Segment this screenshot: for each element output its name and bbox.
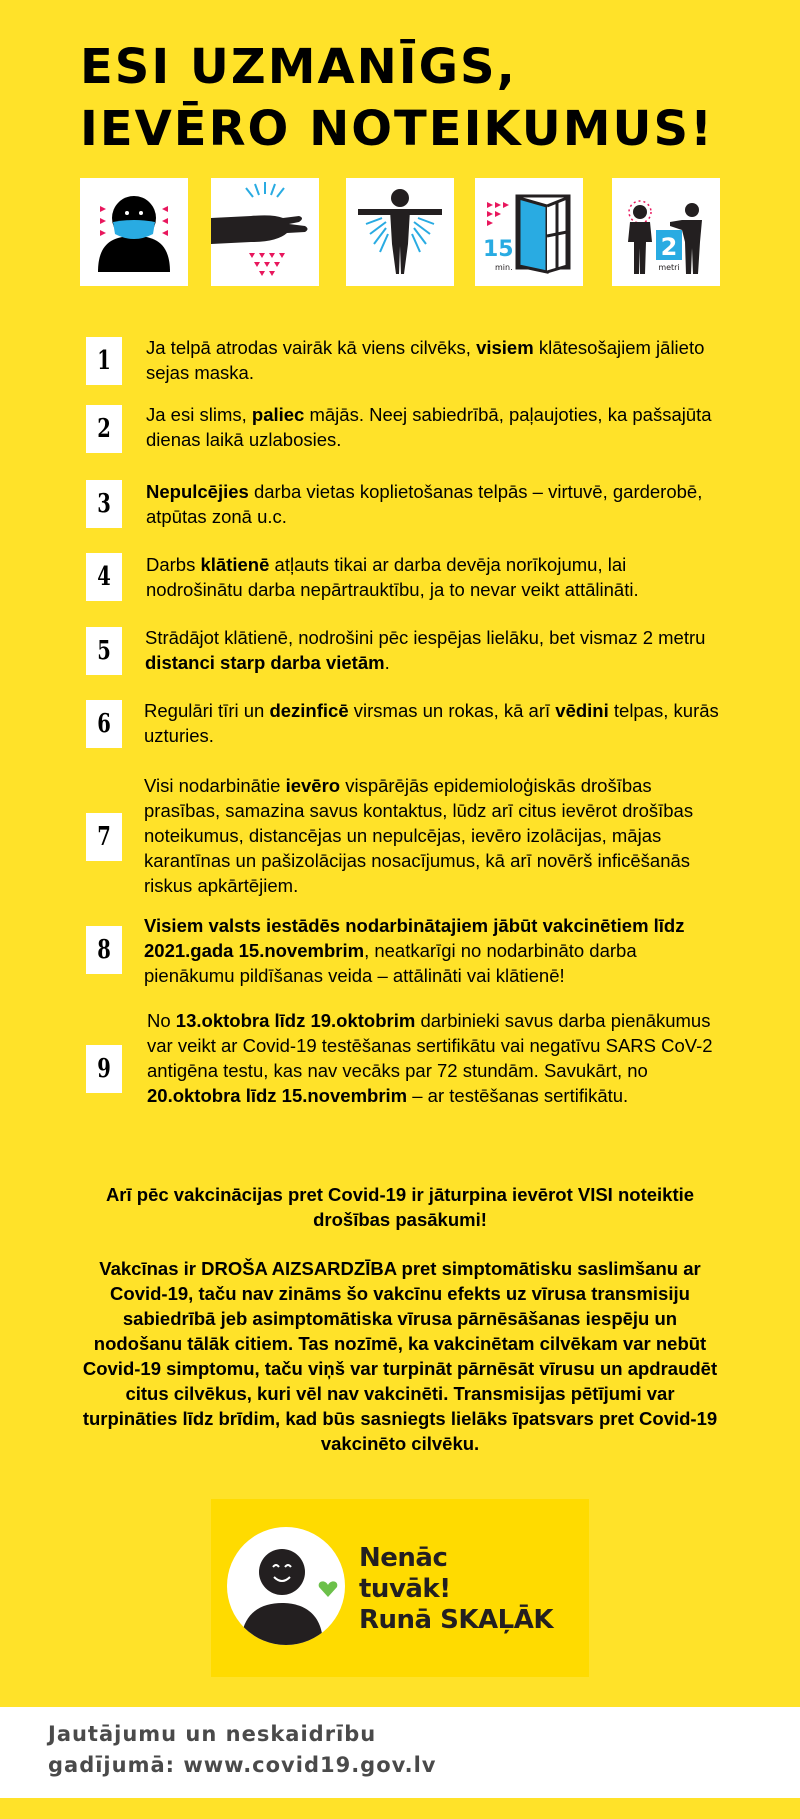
footer — [0, 1707, 800, 1798]
smiley-avatar-icon — [227, 1527, 345, 1645]
footer-line-2: gadījumā: www.covid19.gov.lv — [48, 1753, 437, 1777]
rule-text: Ja telpā atrodas vairāk kā viens cilvēks, visiem klātesošajiem jālieto sejas maska. — [146, 337, 705, 383]
distance-icon — [612, 178, 720, 286]
title-line-1: ESI UZMANĪGS, — [80, 39, 517, 95]
promo-line-1: Nenāc — [359, 1543, 448, 1573]
distance-value: 2 — [660, 233, 678, 261]
rule-text: Darbs klātienē atļauts tikai ar darba devēja norīkojumu, lai nodrošinātu darba nepārtrauktību, ja to nevar veikt attālināti. — [146, 554, 639, 600]
rule-number: 5 — [86, 627, 122, 675]
ventilation-minutes: 15 — [483, 237, 514, 262]
rule-number: 3 — [86, 480, 122, 528]
vaccine-explanation: Vakcīnas ir DROŠA AIZSARDZĪBA pret simptomātisku saslimšanu ar Covid-19, taču nav zināms šo vakcīnu efekts uz vīrusa transmisiju sabiedrībā jeb asimptomātiska vīrusa pārnēsāšanas iespēju un nodošanu tālāk citiem. Tas nozīmē, ka vakcinētam cilvēkam var nebūt Covid-19 simptomu, taču viņš var turpināt pārnēsāt vīrusu un apdraudēt citus cilvēkus, kuri vēl nav vakcinēti. Transmisijas pētījumi var turpināties līdz brīdim, kad būs sasniegts lielāks īpatsvars pret Covid-19 vakcinēto cilvēku. — [82, 1258, 718, 1454]
distance-unit: metri — [658, 263, 680, 272]
rule-text: Ja esi slims, paliec mājās. Neej sabiedrībā, paļaujoties, ka pašsajūta dienas laikā uzlabosies. — [146, 404, 712, 450]
heart-icon — [319, 1581, 338, 1597]
rule-number: 9 — [86, 1045, 122, 1093]
rule-number: 2 — [86, 405, 122, 453]
rule-number: 8 — [86, 926, 122, 974]
rule-number: 1 — [86, 337, 122, 385]
rule-number: 6 — [86, 700, 122, 748]
disinfect-person-icon — [346, 178, 454, 286]
footer-contact — [48, 1719, 436, 1781]
rule-text: Visi nodarbinātie ievēro vispārējās epidemioloģiskās drošības prasības, samazina savus kontaktus, lūdz arī citus ievērot drošības noteikumus, distancējas un nepulcējas, ievēro izolācijas, mājas karantīnas un pašizolācijas nosacījumus, kā arī novērš inficēšanās riskus apkārtējiem. — [144, 775, 694, 896]
ventilation-window-icon — [475, 178, 583, 286]
promo-slogan — [359, 1543, 553, 1636]
page-title — [80, 36, 714, 160]
promo-line-2: tuvāk! — [359, 1574, 451, 1604]
promo-line-3: Runā SKAĻĀK — [359, 1605, 553, 1635]
rule-number: 4 — [86, 553, 122, 601]
face-mask-icon — [80, 178, 188, 286]
rule-text: Visiem valsts iestādēs nodarbinātajiem jābūt vakcinētiem līdz 2021.gada 15.novembrim, neatkarīgi no nodarbināto darba pienākumu pildīšanas veida – attālināti vai klātienē! — [144, 915, 685, 986]
rule-text: Strādājot klātienē, nodrošini pēc iespējas lielāku, bet vismaz 2 metru distanci starp darba vietām. — [145, 627, 706, 673]
promo-banner — [211, 1499, 589, 1677]
title-line-2: IEVĒRO NOTEIKUMUS! — [80, 101, 714, 157]
footer-line-1: Jautājumu un neskaidrību — [48, 1722, 377, 1746]
rule-number: 7 — [86, 813, 122, 861]
icon-row — [0, 178, 800, 286]
rule-text: No 13.oktobra līdz 19.oktobrim darbinieki savus darba pienākumus var veikt ar Covid-19 testēšanas sertifikātu vai negatīvu SARS CoV-2 antigēna testu, kas nav vecāks par 72 stundām. Savukārt, no 20.oktobra līdz 15.novembrim – ar testēšanas sertifikātu. — [147, 1010, 713, 1106]
ventilation-unit: min. — [495, 263, 513, 272]
rule-text: Nepulcējies darba vietas koplietošanas telpās – virtuvē, garderobē, atpūtas zonā u.c. — [146, 481, 703, 527]
vaccination-notice: Arī pēc vakcinācijas pret Covid-19 ir jāturpina ievērot VISI noteiktie drošības pasākumi! — [105, 1184, 695, 1230]
rule-text: Regulāri tīri un dezinficē virsmas un rokas, kā arī vēdini telpas, kurās uzturies. — [144, 700, 719, 746]
hand-sanitizer-icon — [211, 178, 319, 286]
